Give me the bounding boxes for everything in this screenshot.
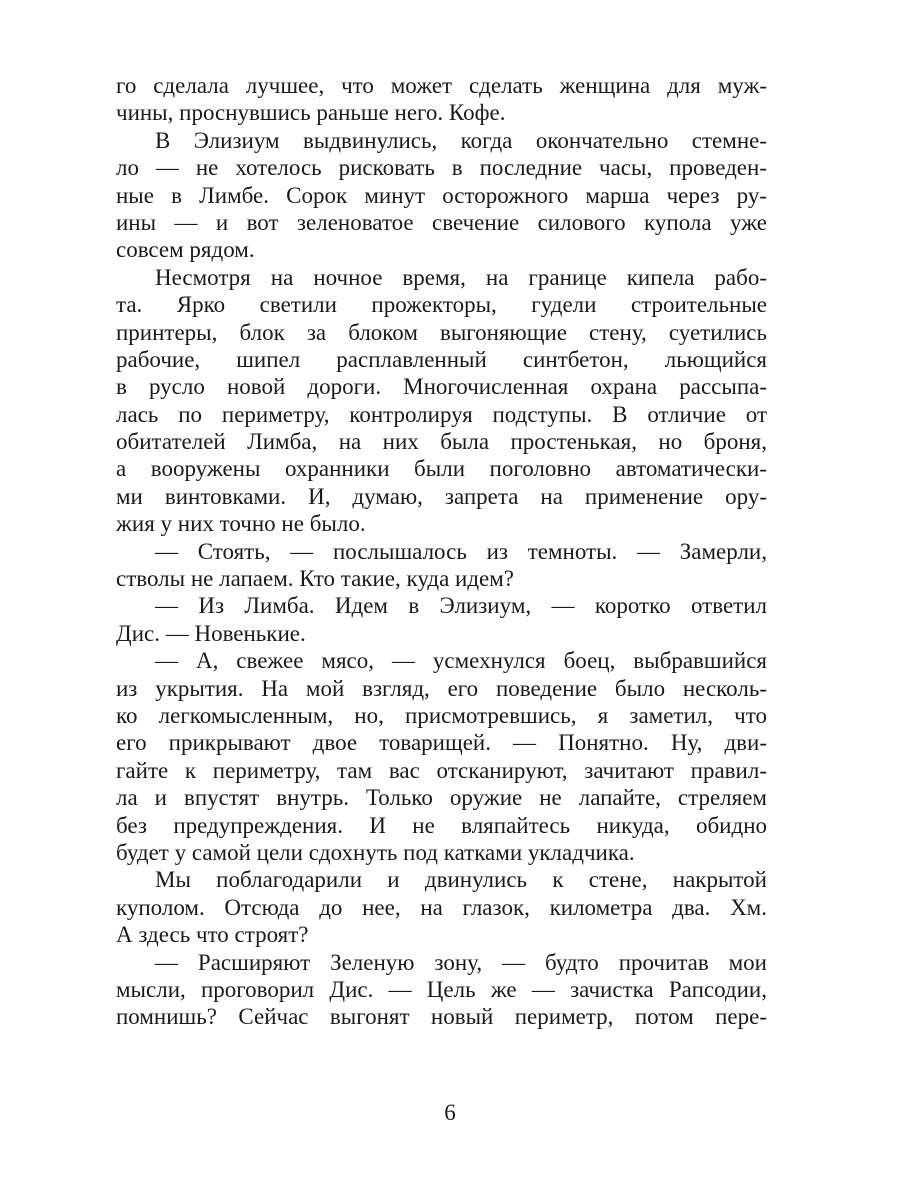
text-line: — Из Лимба. Идем в Элизиум, — коротко ответил	[155, 593, 767, 619]
text-line: в русло новой дороги. Многочисленная охрана рассыпа-	[116, 374, 767, 400]
text-line: принтеры, блок за блоком выгоняющие стену, суетились	[116, 319, 767, 345]
paragraph	[116, 72, 767, 127]
text-line: обитателей Лимба, на них была простенькая, но броня,	[116, 429, 767, 455]
paragraph	[116, 866, 767, 948]
text-line: мысли, проговорил Дис. — Цель же — зачистка Рапсодии,	[116, 976, 767, 1002]
text-line: Несмотря на ночное время, на границе кипела рабо-	[155, 264, 767, 290]
text-line: ные в Лимбе. Сорок минут осторожного марша через ру-	[116, 182, 767, 208]
text-line: жия у них точно не было.	[116, 511, 366, 537]
text-line: гайте к периметру, там вас отсканируют, зачитают правил-	[116, 757, 767, 783]
text-line: ины — и вот зеленоватое свечение силового купола уже	[116, 209, 767, 235]
paragraph	[116, 949, 767, 1031]
text-line: совсем рядом.	[116, 237, 255, 263]
text-line: — Расширяют Зеленую зону, — будто прочитав мои	[155, 949, 767, 975]
text-line: ми винтовками. И, думаю, запрета на применение ору-	[116, 483, 767, 509]
text-line: го сделала лучшее, что может сделать женщина для муж-	[116, 73, 767, 98]
text-line: куполом. Отсюда до нее, на глазок, километра два. Хм.	[116, 894, 767, 920]
text-line: В Элизиум выдвинулись, когда окончательно стемне-	[155, 127, 767, 153]
paragraph	[116, 538, 767, 593]
text-line: без предупреждения. И не вляпайтесь никуда, обидно	[116, 812, 767, 838]
text-line: Мы поблагодарили и двинулись к стене, накрытой	[155, 867, 767, 893]
text-line: — Стоять, — послышалось из темноты. — Замерли,	[155, 538, 767, 564]
page-text	[116, 72, 767, 1031]
text-line: из укрытия. На мой взгляд, его поведение было несколь-	[116, 675, 767, 701]
text-line: помнишь? Сейчас выгонят новый периметр, потом пере-	[116, 1004, 767, 1030]
text-line: рабочие, шипел расплавленный синтбетон, льющийся	[116, 346, 767, 372]
text-line: Дис. — Новенькие.	[116, 620, 306, 646]
text-line: его прикрывают двое товарищей. — Понятно. Ну, дви-	[116, 730, 767, 756]
text-line: чины, проснувшись раньше него. Кофе.	[116, 100, 506, 126]
paragraph	[116, 127, 767, 264]
text-line: та. Ярко светили прожекторы, гудели строительные	[116, 292, 767, 318]
text-line: стволы не лапаем. Кто такие, куда идем?	[116, 566, 515, 592]
text-line: — А, свежее мясо, — усмехнулся боец, выбравшийся	[155, 648, 767, 674]
paragraph	[116, 264, 767, 538]
text-line: а вооружены охранники были поголовно автоматически-	[116, 456, 767, 482]
text-line: ла и впустят внутрь. Только оружие не лапайте, стреляем	[116, 785, 767, 811]
text-line: А здесь что строят?	[116, 922, 309, 948]
text-line: лась по периметру, контролируя подступы. В отличие от	[116, 401, 767, 427]
paragraph	[116, 647, 767, 866]
text-line: ло — не хотелось рисковать в последние часы, проведен-	[116, 155, 767, 181]
text-line: будет у самой цели сдохнуть под катками укладчика.	[116, 839, 635, 865]
paragraph	[116, 592, 767, 647]
page-number: 6	[444, 1100, 456, 1125]
text-line: ко легкомысленным, но, присмотревшись, я заметил, что	[116, 702, 767, 728]
